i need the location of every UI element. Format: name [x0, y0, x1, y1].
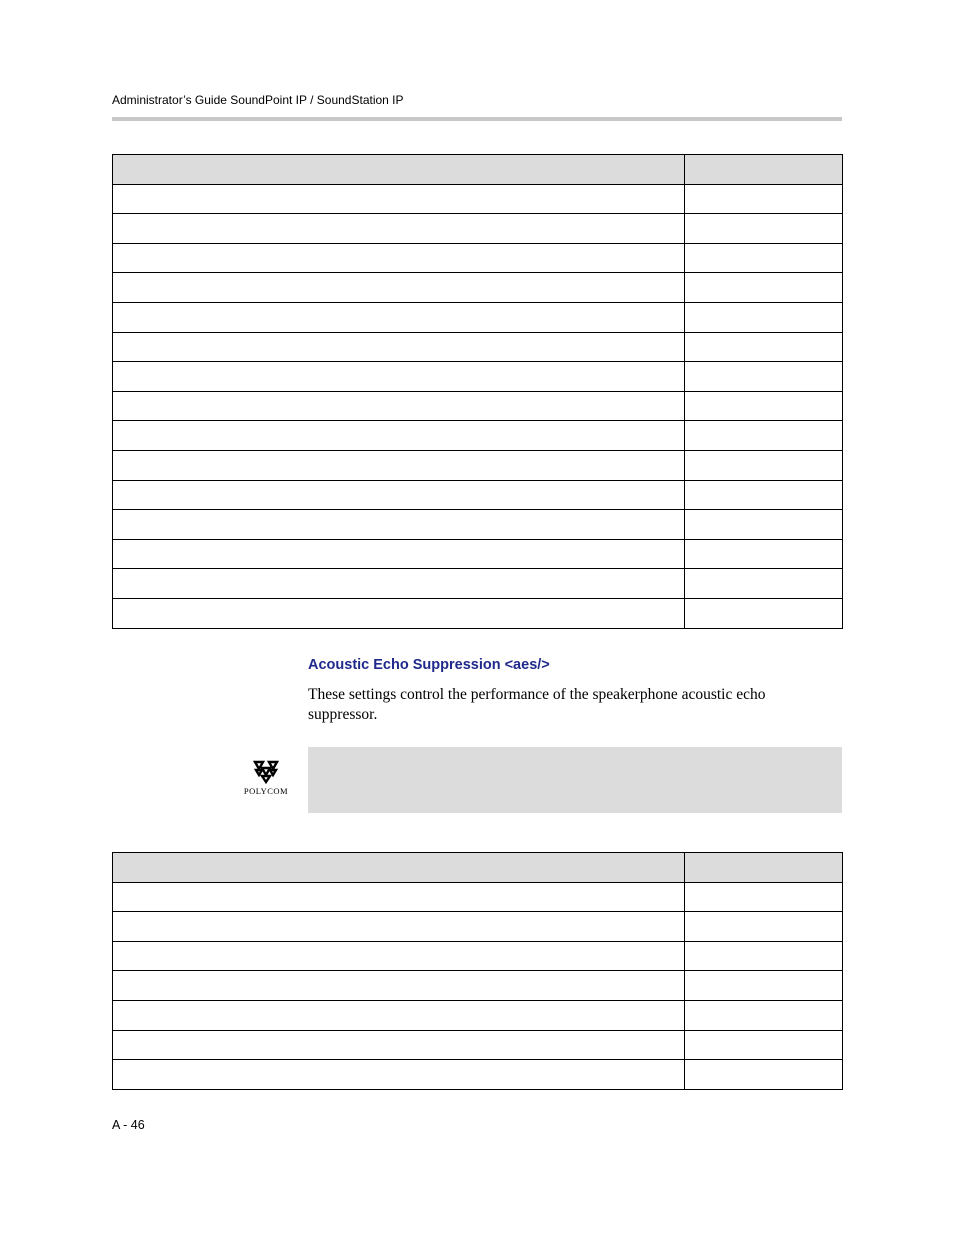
- table-row: [113, 1030, 843, 1060]
- table-row: [113, 362, 843, 392]
- header-rule: [112, 117, 842, 121]
- table-cell: [685, 1030, 843, 1060]
- table-row: [113, 480, 843, 510]
- table-row: [113, 912, 843, 942]
- table-cell: [685, 539, 843, 569]
- note-box: [308, 747, 842, 813]
- table-cell: [685, 912, 843, 942]
- table-cell: [685, 1000, 843, 1030]
- table-cell: [685, 510, 843, 540]
- table-row: [113, 510, 843, 540]
- running-header: Administrator’s Guide SoundPoint IP / SoundStation IP: [112, 93, 404, 107]
- settings-table-top: [112, 154, 843, 629]
- table-header-row: [113, 155, 843, 185]
- table-cell: [685, 598, 843, 628]
- table-row: [113, 539, 843, 569]
- table-cell: [113, 539, 685, 569]
- table-cell: [685, 332, 843, 362]
- table-cell: [113, 184, 685, 214]
- table-cell: [685, 302, 843, 332]
- table-cell: [685, 450, 843, 480]
- table-cell: [685, 421, 843, 451]
- table-cell: [113, 882, 685, 912]
- table-row: [113, 332, 843, 362]
- table-cell: [113, 598, 685, 628]
- table-cell: [685, 362, 843, 392]
- table-cell: [685, 243, 843, 273]
- table-cell: [113, 1060, 685, 1090]
- table-cell: [685, 480, 843, 510]
- table-cell: [113, 941, 685, 971]
- table-cell: [113, 569, 685, 599]
- table-row: [113, 941, 843, 971]
- table-row: [113, 1060, 843, 1090]
- polycom-logo-text: POLYCOM: [243, 786, 289, 796]
- table-cell: [113, 391, 685, 421]
- table-row: [113, 214, 843, 244]
- table-cell: [685, 569, 843, 599]
- polycom-logo: [235, 760, 297, 796]
- table-cell: [685, 273, 843, 303]
- table-cell: [685, 391, 843, 421]
- section-body-text: These settings control the performance of the speakerphone acoustic echo suppressor.: [308, 686, 766, 723]
- table-row: [113, 391, 843, 421]
- table-cell: [685, 184, 843, 214]
- table-cell: [113, 971, 685, 1001]
- table-header-row: [113, 853, 843, 883]
- table-cell: [113, 912, 685, 942]
- table-header-cell: [685, 155, 843, 185]
- table-cell: [685, 882, 843, 912]
- table-row: [113, 569, 843, 599]
- table-cell: [113, 421, 685, 451]
- table-cell: [113, 362, 685, 392]
- table-cell: [113, 214, 685, 244]
- table-cell: [113, 243, 685, 273]
- table-cell: [685, 214, 843, 244]
- table-header-cell: [113, 155, 685, 185]
- table-cell: [113, 1000, 685, 1030]
- table-row: [113, 598, 843, 628]
- table-cell: [113, 480, 685, 510]
- table-cell: [113, 450, 685, 480]
- table-row: [113, 882, 843, 912]
- table-row: [113, 450, 843, 480]
- table-cell: [113, 273, 685, 303]
- table-cell: [113, 332, 685, 362]
- table-cell: [113, 510, 685, 540]
- table-cell: [113, 1030, 685, 1060]
- table-row: [113, 243, 843, 273]
- table-row: [113, 421, 843, 451]
- table-cell: [113, 302, 685, 332]
- table-row: [113, 1000, 843, 1030]
- table-cell: [685, 941, 843, 971]
- table-row: [113, 971, 843, 1001]
- polycom-triangles-icon: [252, 760, 280, 784]
- table-row: [113, 184, 843, 214]
- table-row: [113, 273, 843, 303]
- table-header-cell: [113, 853, 685, 883]
- table-cell: [685, 971, 843, 1001]
- table-row: [113, 302, 843, 332]
- table-cell: [685, 1060, 843, 1090]
- page-number: A - 46: [112, 1118, 145, 1132]
- section-heading: Acoustic Echo Suppression <aes/>: [308, 657, 550, 673]
- table-header-cell: [685, 853, 843, 883]
- settings-table-bottom: [112, 852, 843, 1090]
